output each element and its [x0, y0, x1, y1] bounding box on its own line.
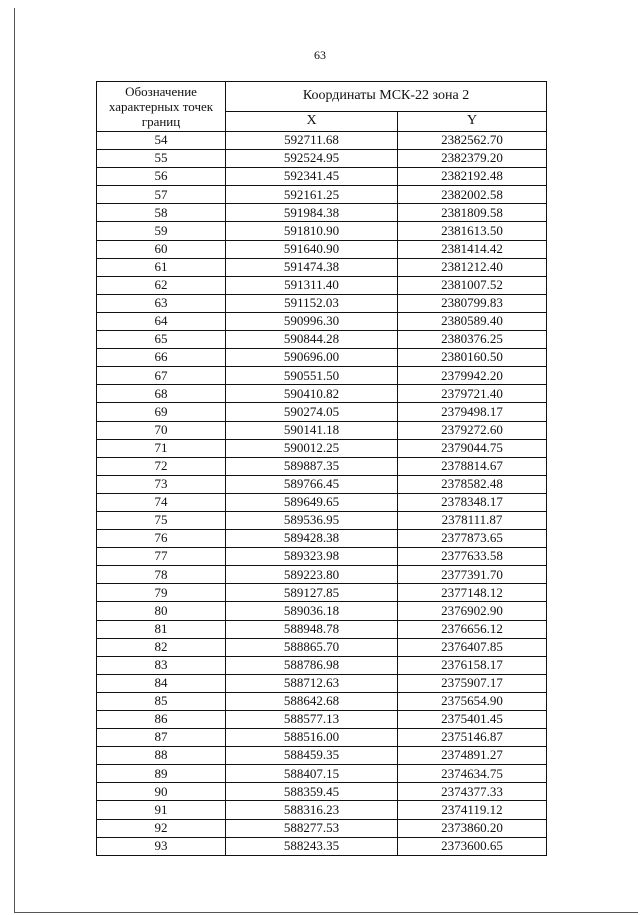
point-number-cell: 54 [97, 132, 226, 150]
y-coordinate-cell: 2378814.67 [398, 457, 547, 475]
x-coordinate-cell: 589223.80 [226, 566, 398, 584]
y-coordinate-cell: 2377391.70 [398, 566, 547, 584]
table-row [97, 692, 547, 710]
x-coordinate-cell: 589649.65 [226, 493, 398, 511]
x-coordinate-cell: 588316.23 [226, 801, 398, 819]
coordinates-table [96, 81, 547, 856]
x-coordinate-cell: 591810.90 [226, 222, 398, 240]
table-row [97, 783, 547, 801]
x-coordinate-cell: 588407.15 [226, 765, 398, 783]
x-coordinate-cell: 592524.95 [226, 150, 398, 168]
table-row [97, 168, 547, 186]
y-coordinate-cell: 2374891.27 [398, 747, 547, 765]
table-row [97, 150, 547, 168]
table-row [97, 457, 547, 475]
point-number-cell: 69 [97, 403, 226, 421]
x-coordinate-cell: 588243.35 [226, 837, 398, 855]
x-coordinate-cell: 591474.38 [226, 258, 398, 276]
x-coordinate-cell: 588712.63 [226, 674, 398, 692]
point-number-cell: 81 [97, 620, 226, 638]
y-coordinate-cell: 2375401.45 [398, 711, 547, 729]
table-row [97, 312, 547, 330]
table-row [97, 819, 547, 837]
point-number-cell: 82 [97, 638, 226, 656]
table-row [97, 530, 547, 548]
y-coordinate-cell: 2373860.20 [398, 819, 547, 837]
y-coordinate-cell: 2373600.65 [398, 837, 547, 855]
x-coordinate-cell: 590141.18 [226, 421, 398, 439]
table-row [97, 222, 547, 240]
table-row [97, 493, 547, 511]
table-row [97, 294, 547, 312]
table-row [97, 367, 547, 385]
page-number: 63 [314, 48, 326, 62]
point-number-cell: 60 [97, 240, 226, 258]
x-coordinate-cell: 589536.95 [226, 511, 398, 529]
point-number-cell: 90 [97, 783, 226, 801]
y-coordinate-cell: 2382002.58 [398, 186, 547, 204]
point-number-cell: 87 [97, 729, 226, 747]
header-x: X [226, 112, 398, 132]
point-number-cell: 89 [97, 765, 226, 783]
table-row [97, 132, 547, 150]
point-number-cell: 93 [97, 837, 226, 855]
point-number-cell: 76 [97, 530, 226, 548]
table-row [97, 638, 547, 656]
table-row [97, 566, 547, 584]
point-number-cell: 56 [97, 168, 226, 186]
x-coordinate-cell: 590410.82 [226, 385, 398, 403]
x-coordinate-cell: 588277.53 [226, 819, 398, 837]
x-coordinate-cell: 588359.45 [226, 783, 398, 801]
y-coordinate-cell: 2382192.48 [398, 168, 547, 186]
y-coordinate-cell: 2379942.20 [398, 367, 547, 385]
point-number-cell: 67 [97, 367, 226, 385]
x-coordinate-cell: 590696.00 [226, 349, 398, 367]
x-coordinate-cell: 589887.35 [226, 457, 398, 475]
y-coordinate-cell: 2376158.17 [398, 656, 547, 674]
y-coordinate-cell: 2380376.25 [398, 331, 547, 349]
x-coordinate-cell: 590844.28 [226, 331, 398, 349]
x-coordinate-cell: 590996.30 [226, 312, 398, 330]
x-coordinate-cell: 588642.68 [226, 692, 398, 710]
point-number-cell: 88 [97, 747, 226, 765]
y-coordinate-cell: 2382379.20 [398, 150, 547, 168]
table-row [97, 439, 547, 457]
x-coordinate-cell: 592161.25 [226, 186, 398, 204]
x-coordinate-cell: 591640.90 [226, 240, 398, 258]
point-number-cell: 80 [97, 602, 226, 620]
y-coordinate-cell: 2377873.65 [398, 530, 547, 548]
point-number-cell: 79 [97, 584, 226, 602]
table-row [97, 602, 547, 620]
point-number-cell: 73 [97, 475, 226, 493]
table-row [97, 620, 547, 638]
x-coordinate-cell: 588459.35 [226, 747, 398, 765]
point-number-cell: 57 [97, 186, 226, 204]
y-coordinate-cell: 2374634.75 [398, 765, 547, 783]
table-row [97, 385, 547, 403]
y-coordinate-cell: 2379272.60 [398, 421, 547, 439]
point-number-cell: 68 [97, 385, 226, 403]
y-coordinate-cell: 2382562.70 [398, 132, 547, 150]
x-coordinate-cell: 591152.03 [226, 294, 398, 312]
x-coordinate-cell: 589323.98 [226, 548, 398, 566]
table-row [97, 729, 547, 747]
table-row [97, 204, 547, 222]
y-coordinate-cell: 2381414.42 [398, 240, 547, 258]
x-coordinate-cell: 592341.45 [226, 168, 398, 186]
point-number-cell: 84 [97, 674, 226, 692]
y-coordinate-cell: 2381613.50 [398, 222, 547, 240]
point-number-cell: 77 [97, 548, 226, 566]
x-coordinate-cell: 589036.18 [226, 602, 398, 620]
y-coordinate-cell: 2377148.12 [398, 584, 547, 602]
table-row [97, 349, 547, 367]
y-coordinate-cell: 2381007.52 [398, 276, 547, 294]
x-coordinate-cell: 591984.38 [226, 204, 398, 222]
point-number-cell: 70 [97, 421, 226, 439]
x-coordinate-cell: 588865.70 [226, 638, 398, 656]
x-coordinate-cell: 588516.00 [226, 729, 398, 747]
point-number-cell: 86 [97, 711, 226, 729]
table-row [97, 258, 547, 276]
point-number-cell: 62 [97, 276, 226, 294]
table-row [97, 403, 547, 421]
x-coordinate-cell: 590551.50 [226, 367, 398, 385]
table-row [97, 674, 547, 692]
x-coordinate-cell: 588786.98 [226, 656, 398, 674]
x-coordinate-cell: 592711.68 [226, 132, 398, 150]
header-coordinates: Координаты МСК-22 зона 2 [226, 82, 547, 112]
y-coordinate-cell: 2378582.48 [398, 475, 547, 493]
table-header [97, 82, 547, 132]
y-coordinate-cell: 2378348.17 [398, 493, 547, 511]
point-number-cell: 59 [97, 222, 226, 240]
x-coordinate-cell: 588577.13 [226, 711, 398, 729]
table-row [97, 186, 547, 204]
y-coordinate-cell: 2376407.85 [398, 638, 547, 656]
x-coordinate-cell: 588948.78 [226, 620, 398, 638]
y-coordinate-cell: 2379498.17 [398, 403, 547, 421]
point-number-cell: 63 [97, 294, 226, 312]
y-coordinate-cell: 2374377.33 [398, 783, 547, 801]
y-coordinate-cell: 2379044.75 [398, 439, 547, 457]
point-number-cell: 64 [97, 312, 226, 330]
x-coordinate-cell: 590012.25 [226, 439, 398, 457]
point-number-cell: 91 [97, 801, 226, 819]
header-y: Y [398, 112, 547, 132]
y-coordinate-cell: 2380160.50 [398, 349, 547, 367]
table-row [97, 765, 547, 783]
y-coordinate-cell: 2381809.58 [398, 204, 547, 222]
table-row [97, 421, 547, 439]
point-number-cell: 61 [97, 258, 226, 276]
table-row [97, 711, 547, 729]
point-number-cell: 72 [97, 457, 226, 475]
table-row [97, 240, 547, 258]
y-coordinate-cell: 2381212.40 [398, 258, 547, 276]
y-coordinate-cell: 2376656.12 [398, 620, 547, 638]
y-coordinate-cell: 2376902.90 [398, 602, 547, 620]
table-row [97, 584, 547, 602]
point-number-cell: 55 [97, 150, 226, 168]
x-coordinate-cell: 590274.05 [226, 403, 398, 421]
point-number-cell: 65 [97, 331, 226, 349]
y-coordinate-cell: 2375146.87 [398, 729, 547, 747]
point-number-cell: 66 [97, 349, 226, 367]
table-row [97, 801, 547, 819]
header-points: Обозначение характерных точек границ [97, 82, 226, 132]
table-row [97, 656, 547, 674]
x-coordinate-cell: 589766.45 [226, 475, 398, 493]
table-row [97, 331, 547, 349]
table-row [97, 837, 547, 855]
y-coordinate-cell: 2380799.83 [398, 294, 547, 312]
x-coordinate-cell: 589428.38 [226, 530, 398, 548]
table-row [97, 747, 547, 765]
table-row [97, 511, 547, 529]
table-row [97, 276, 547, 294]
x-coordinate-cell: 591311.40 [226, 276, 398, 294]
table-body [97, 132, 547, 856]
y-coordinate-cell: 2375654.90 [398, 692, 547, 710]
point-number-cell: 85 [97, 692, 226, 710]
point-number-cell: 71 [97, 439, 226, 457]
y-coordinate-cell: 2379721.40 [398, 385, 547, 403]
y-coordinate-cell: 2377633.58 [398, 548, 547, 566]
table-row [97, 548, 547, 566]
point-number-cell: 78 [97, 566, 226, 584]
x-coordinate-cell: 589127.85 [226, 584, 398, 602]
y-coordinate-cell: 2375907.17 [398, 674, 547, 692]
y-coordinate-cell: 2378111.87 [398, 511, 547, 529]
table-row [97, 475, 547, 493]
y-coordinate-cell: 2380589.40 [398, 312, 547, 330]
point-number-cell: 92 [97, 819, 226, 837]
point-number-cell: 83 [97, 656, 226, 674]
point-number-cell: 58 [97, 204, 226, 222]
point-number-cell: 74 [97, 493, 226, 511]
y-coordinate-cell: 2374119.12 [398, 801, 547, 819]
point-number-cell: 75 [97, 511, 226, 529]
